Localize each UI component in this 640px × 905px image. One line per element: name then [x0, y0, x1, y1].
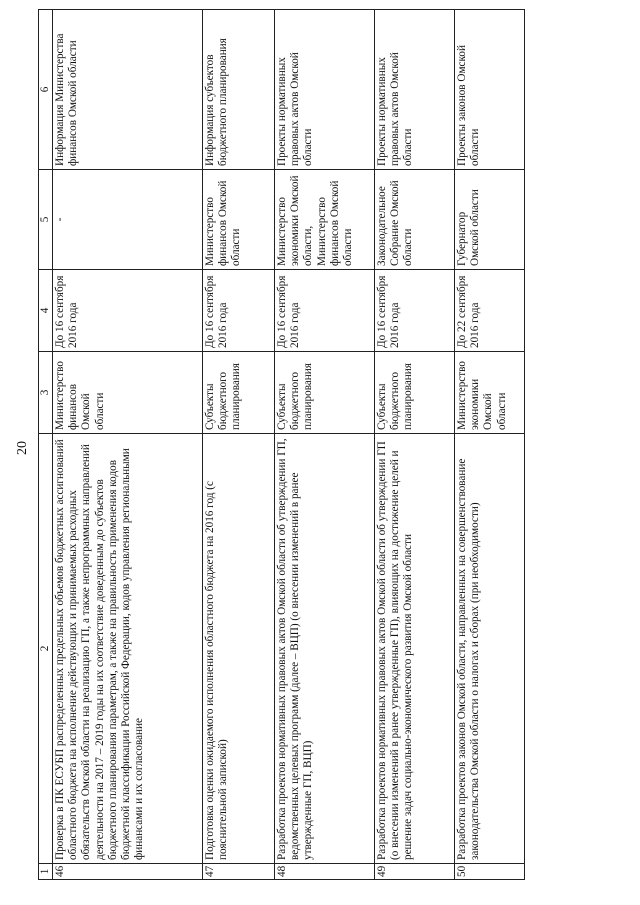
- row-recipient: Министерство экономики Омской области, Министерство финансов Омской области: [275, 170, 375, 270]
- header-col-4: 4: [39, 270, 53, 352]
- row-result: Информация Министерства финансов Омской области: [53, 10, 203, 170]
- row-executor: Субъекты бюджетного планирования: [275, 352, 375, 434]
- row-recipient: Законодательное Собрание Омской области: [375, 170, 455, 270]
- row-recipient: Министерство финансов Омской области: [203, 170, 275, 270]
- row-result: Проекты нормативных правовых актов Омской области: [275, 10, 375, 170]
- row-executor: Министерство экономики Омской области: [455, 352, 525, 434]
- row-recipient: -: [53, 170, 203, 270]
- row-number: 48: [275, 864, 375, 880]
- row-number: 47: [203, 864, 275, 880]
- row-result: Проекты законов Омской области: [455, 10, 525, 170]
- row-number: 46: [53, 864, 203, 880]
- row-executor: Субъекты бюджетного планирования: [203, 352, 275, 434]
- row-task-text: Разработка проектов нормативных правовых актов Омской области об утверждении ГП (о внесении изменений в ранее утвержденные ГП), влияющих на достижение целей и решение задач социально-экономического развития Омской области: [375, 434, 455, 864]
- row-task-text: Разработка проектов нормативных правовых актов Омской области об утверждении ГП, ведомственных целевых программ (далее – ВЦП) (о внесении изменений в ранее утвержденные ГП, ВЦП): [275, 434, 375, 864]
- row-deadline: До 16 сентября 2016 года: [203, 270, 275, 352]
- page-number: 20: [15, 441, 30, 455]
- table-row: [375, 10, 455, 880]
- header-col-6: 6: [39, 10, 53, 170]
- rotated-table-container: [38, 10, 628, 880]
- table-row: [455, 10, 525, 880]
- plan-table: [38, 9, 525, 880]
- row-recipient: Губернатор Омской области: [455, 170, 525, 270]
- row-result: Информация субъектов бюджетного планирования: [203, 10, 275, 170]
- header-col-5: 5: [39, 170, 53, 270]
- row-task-text: Проверка в ПК ЕСУБП распределенных предельных объемов бюджетных ассигнований областного бюджета на исполнение действующих и принимаемых расходных обязательств Омской области на реализацию ГП, а также непрограммных направлений деятельности на 2017 – 2019 годы на их соответствие доведенным до субъектов бюджетного планирования параметрам, а также на правильность применения кодов бюджетной классификации Российской Федерации, кодов управления региональными финансами и их согласование: [53, 434, 203, 864]
- row-executor: Министерство финансов Омской области: [53, 352, 203, 434]
- table-row: [53, 10, 203, 880]
- header-col-2: 2: [39, 434, 53, 864]
- row-number: 49: [375, 864, 455, 880]
- header-col-1: 1: [39, 864, 53, 880]
- header-row: [39, 10, 53, 880]
- row-task-text: Разработка проектов законов Омской области, направленных на совершенствование законодательства Омской области о налогах и сборах (при необходимости): [455, 434, 525, 864]
- row-deadline: До 16 сентября 2016 года: [375, 270, 455, 352]
- header-col-3: 3: [39, 352, 53, 434]
- table-row: [275, 10, 375, 880]
- row-deadline: До 16 сентября 2016 года: [275, 270, 375, 352]
- row-number: 50: [455, 864, 525, 880]
- table-row: [203, 10, 275, 880]
- row-deadline: До 22 сентября 2016 года: [455, 270, 525, 352]
- row-result: Проекты нормативных правовых актов Омской области: [375, 10, 455, 170]
- row-task-text: Подготовка оценки ожидаемого исполнения областного бюджета на 2016 год (с пояснительной запиской): [203, 434, 275, 864]
- row-deadline: До 16 сентября 2016 года: [53, 270, 203, 352]
- row-executor: Субъекты бюджетного планирования: [375, 352, 455, 434]
